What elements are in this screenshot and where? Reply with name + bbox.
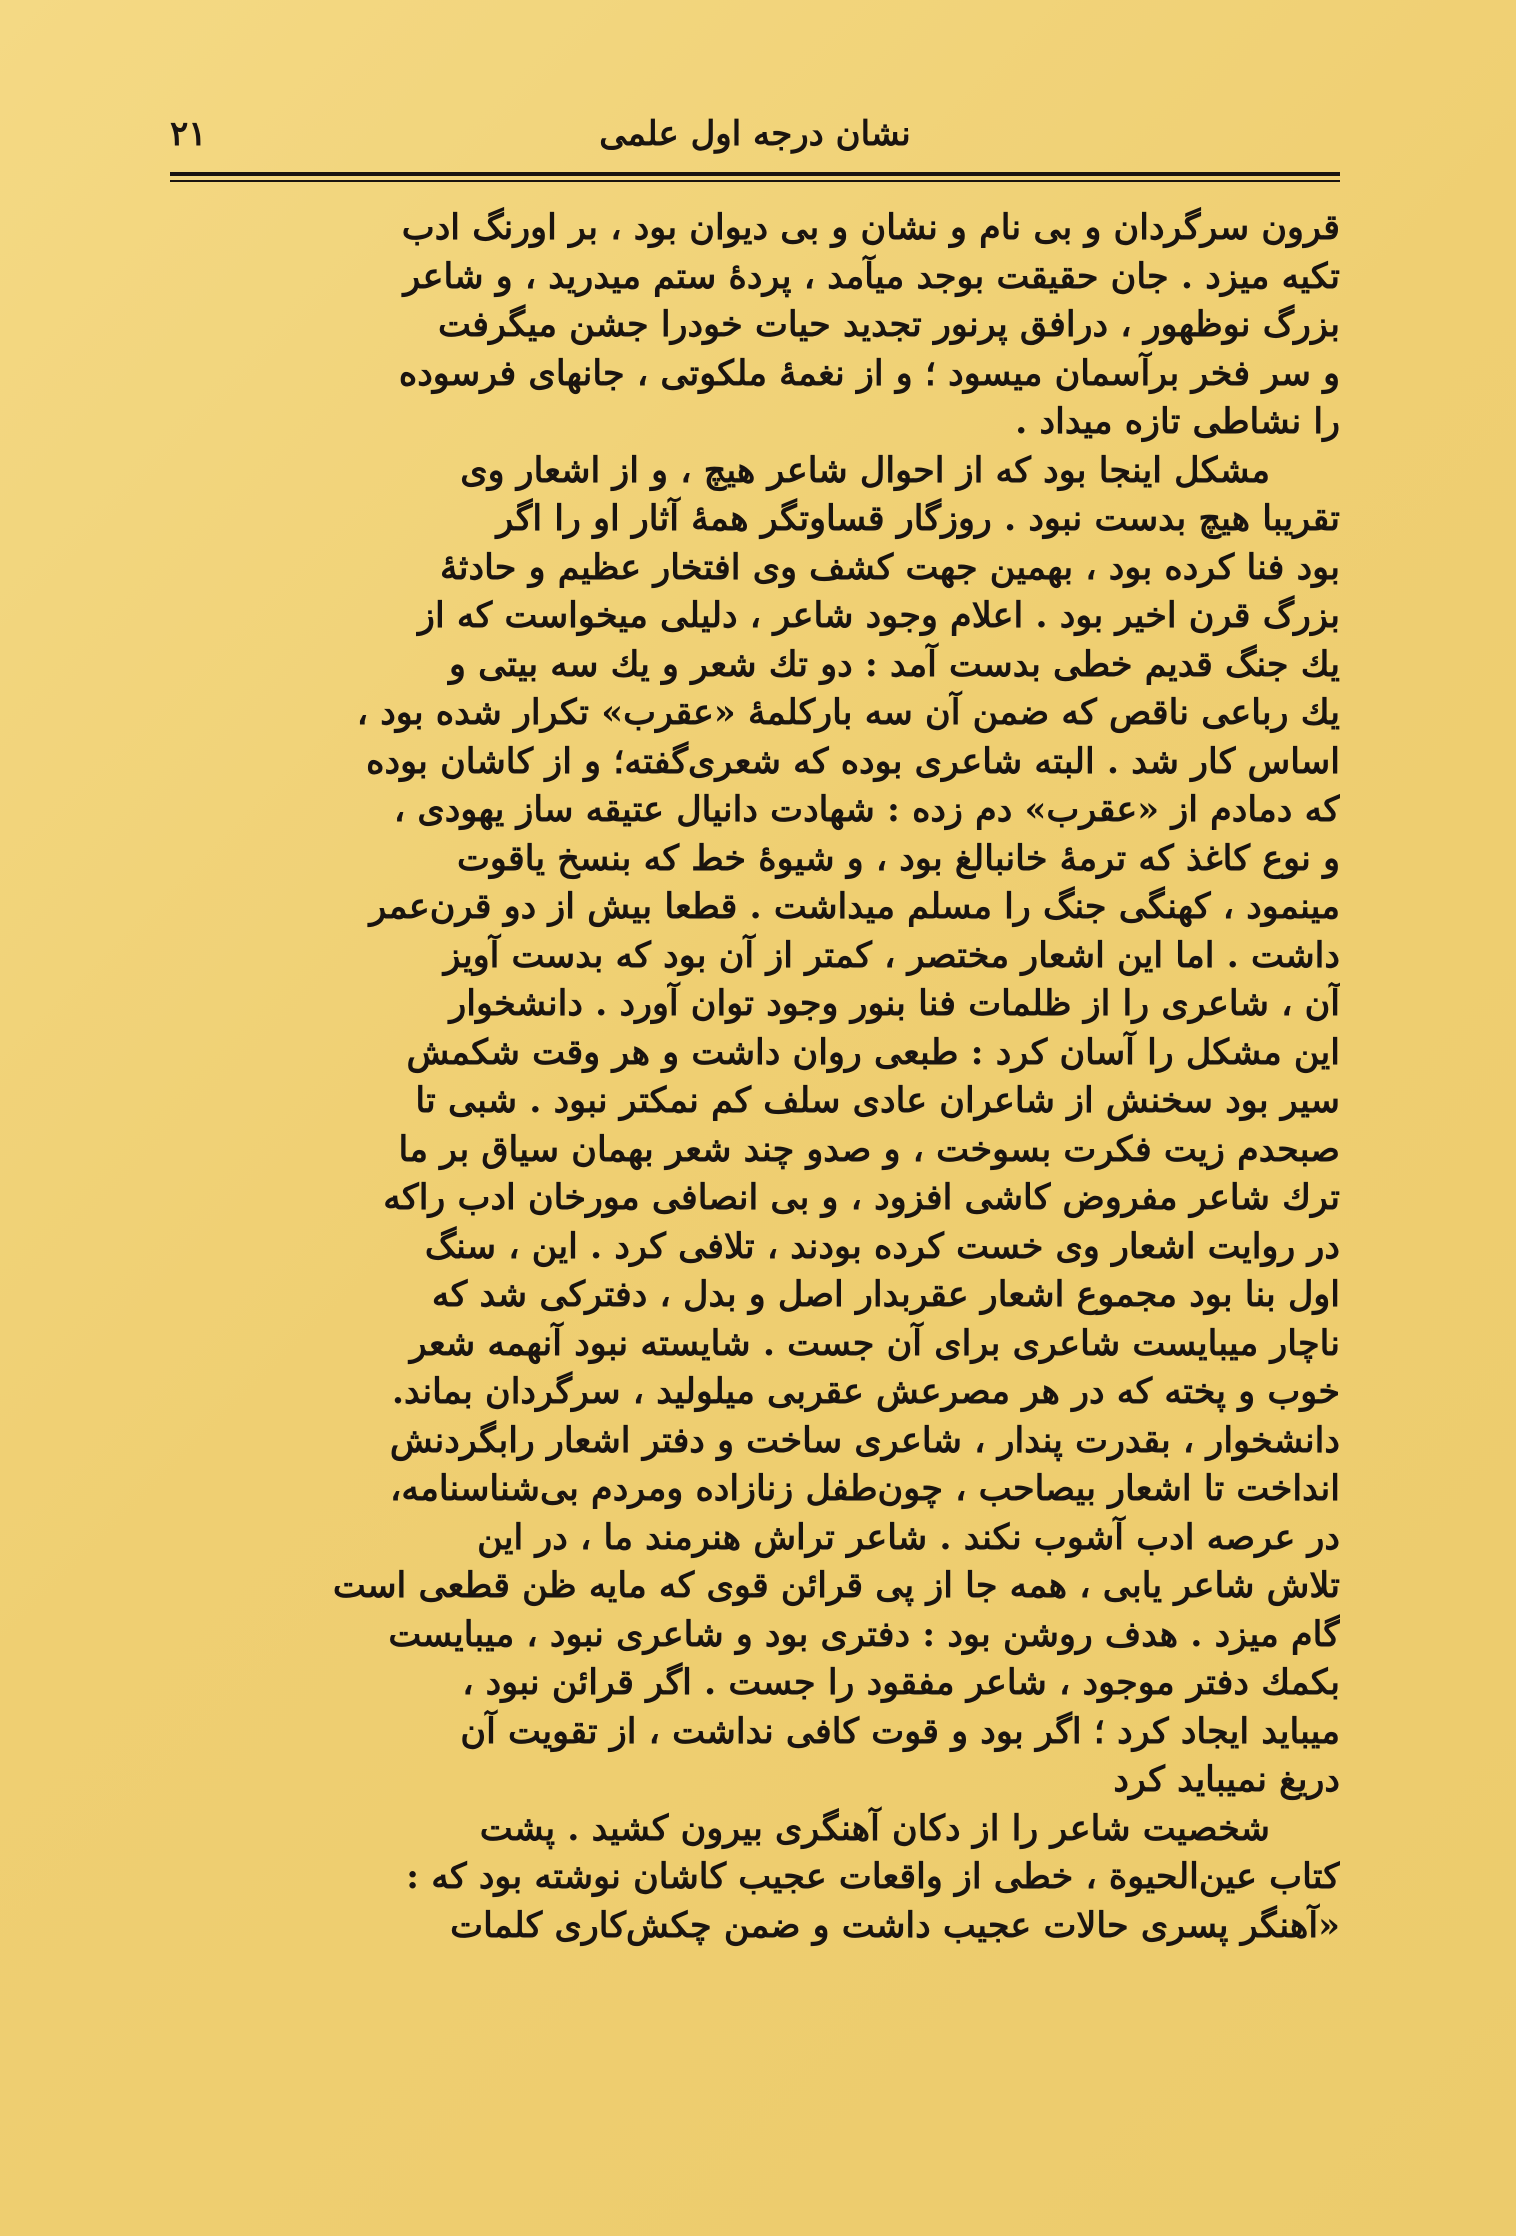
text-line: دریغ نمیباید کرد — [1113, 1759, 1340, 1800]
text-line: انداخت تا اشعار بیصاحب ، چون‌طفل زنازاده ومردم بی‌شناسنامه، — [390, 1468, 1340, 1509]
text-line: که دمادم از «عقرب» دم زده : شهادت دانیال عتیقه ساز یهودی ، — [393, 789, 1340, 830]
text-line: صبحدم زیت فکرت بسوخت ، و صدو چند شعر بهمان سیاق بر ما — [398, 1128, 1340, 1170]
text-line: بزرگ نوظهور ، درافق پرنور تجدید حیات خودرا جشن میگرفت — [437, 304, 1340, 345]
text-line: ناچار میبایست شاعری برای آن جست . شایسته نبود آنهمه شعر — [409, 1322, 1340, 1364]
text-line: مینمود ، کهنگی جنگ را مسلم میداشت . قطعا بیش از دو قرن‌عمر — [369, 886, 1340, 927]
text-line: تقریبا هیچ بدست نبود . روزگار قساوتگر همهٔ آثار او را اگر — [496, 498, 1340, 539]
text-line: اول بنا بود مجموع اشعار عقربدار اصل و بدل ، دفترکی شد که — [431, 1274, 1340, 1315]
text-line: تکیه میزد . جان حقیقت بوجد میآمد ، پردهٔ ستم میدرید ، و شاعر — [403, 255, 1340, 297]
text-line: قرون سرگردان و بی نام و نشان و بی دیوان بود ، بر اورنگ ادب — [401, 207, 1340, 248]
text-line: سیر بود سخنش از شاعران عادی سلف کم نمکتر نبود . شبی تا — [415, 1080, 1340, 1121]
text-line: یك جنگ قدیم خطی بدست آمد : دو تك شعر و یك سه بیتی و — [449, 643, 1340, 685]
text-line: اساس کار شد . البته شاعری بوده که شعری‌گفته؛ و از کاشان بوده — [366, 740, 1340, 782]
text-line: در روایت اشعار وی خست کرده بودند ، تلافی کرد . این ، سنگ — [424, 1225, 1340, 1267]
text-line: این مشکل را آسان کرد : طبعی روان داشت و هر وقت شکمش — [406, 1031, 1340, 1073]
text-line: بکمك دفتر موجود ، شاعر مفقود را جست . اگر قرائن نبود ، — [462, 1662, 1340, 1703]
text-line: خوب و پخته که در هر مصرعش عقربی میلولید ، سرگردان بماند. — [391, 1371, 1340, 1412]
header-rule-thick — [170, 172, 1340, 176]
running-title: نشان درجه اول علمی — [599, 114, 911, 154]
text-line: بزرگ قرن اخیر بود . اعلام وجود شاعر ، دلیلی میخواست که از — [418, 595, 1340, 636]
text-line: آن ، شاعری را از ظلمات فنا بنور وجود توان آورد . دانشخوار — [449, 983, 1340, 1024]
text-line: میباید ایجاد کرد ؛ اگر بود و قوت کافی نداشت ، از تقویت آن — [460, 1710, 1340, 1752]
text-line: تلاش شاعر یابی ، همه جا از پی قرائن قوی که مایه ظن قطعی است — [332, 1565, 1340, 1606]
text-line: مشکل اینجا بود که از احوال شاعر هیچ ، و از اشعار وی — [460, 449, 1270, 491]
page-header — [170, 108, 1340, 168]
text-line: ترك شاعر مفروض کاشی افزود ، و بی انصافی مورخان ادب راکه — [383, 1177, 1340, 1218]
text-line: دانشخوار ، بقدرت پندار ، شاعری ساخت و دفتر اشعار رابگردنش — [389, 1419, 1340, 1461]
text-line: گام میزد . هدف روشن بود : دفتری بود و شاعری نبود ، میبایست — [388, 1613, 1340, 1655]
text-line: یك رباعی ناقص که ضمن آن سه بارکلمهٔ «عقرب» تکرار شده بود ، — [356, 692, 1340, 733]
text-line: کتاب عین‌الحیوة ، خطی از واقعات عجیب کاشان نوشته بود که : — [406, 1856, 1340, 1897]
page-body — [170, 204, 1340, 1950]
text-line: بود فنا کرده بود ، بهمین جهت کشف وی افتخار عظیم و حادثهٔ — [440, 546, 1340, 588]
text-line: و سر فخر برآسمان میسود ؛ و از نغمهٔ ملکوتی ، جانهای فرسوده — [398, 352, 1340, 394]
header-rule-thin — [170, 180, 1340, 182]
text-line: «آهنگر پسری حالات عجیب داشت و ضمن چکش‌کاری کلمات — [450, 1904, 1340, 1946]
text-line: را نشاطی تازه میداد . — [1015, 401, 1340, 442]
text-line: شخصیت شاعر را از دکان آهنگری بیرون کشید . پشت — [479, 1807, 1270, 1849]
text-line: در عرصه ادب آشوب نکند . شاعر تراش هنرمند ما ، در این — [477, 1516, 1340, 1558]
page-number: ۲۱ — [170, 114, 207, 154]
text-line: داشت . اما این اشعار مختصر ، کمتر از آن بود که بدست آویز — [443, 934, 1340, 976]
text-line: و نوع کاغذ که ترمهٔ خانبالغ بود ، و شیوهٔ خط که بنسخ یاقوت — [456, 837, 1340, 879]
